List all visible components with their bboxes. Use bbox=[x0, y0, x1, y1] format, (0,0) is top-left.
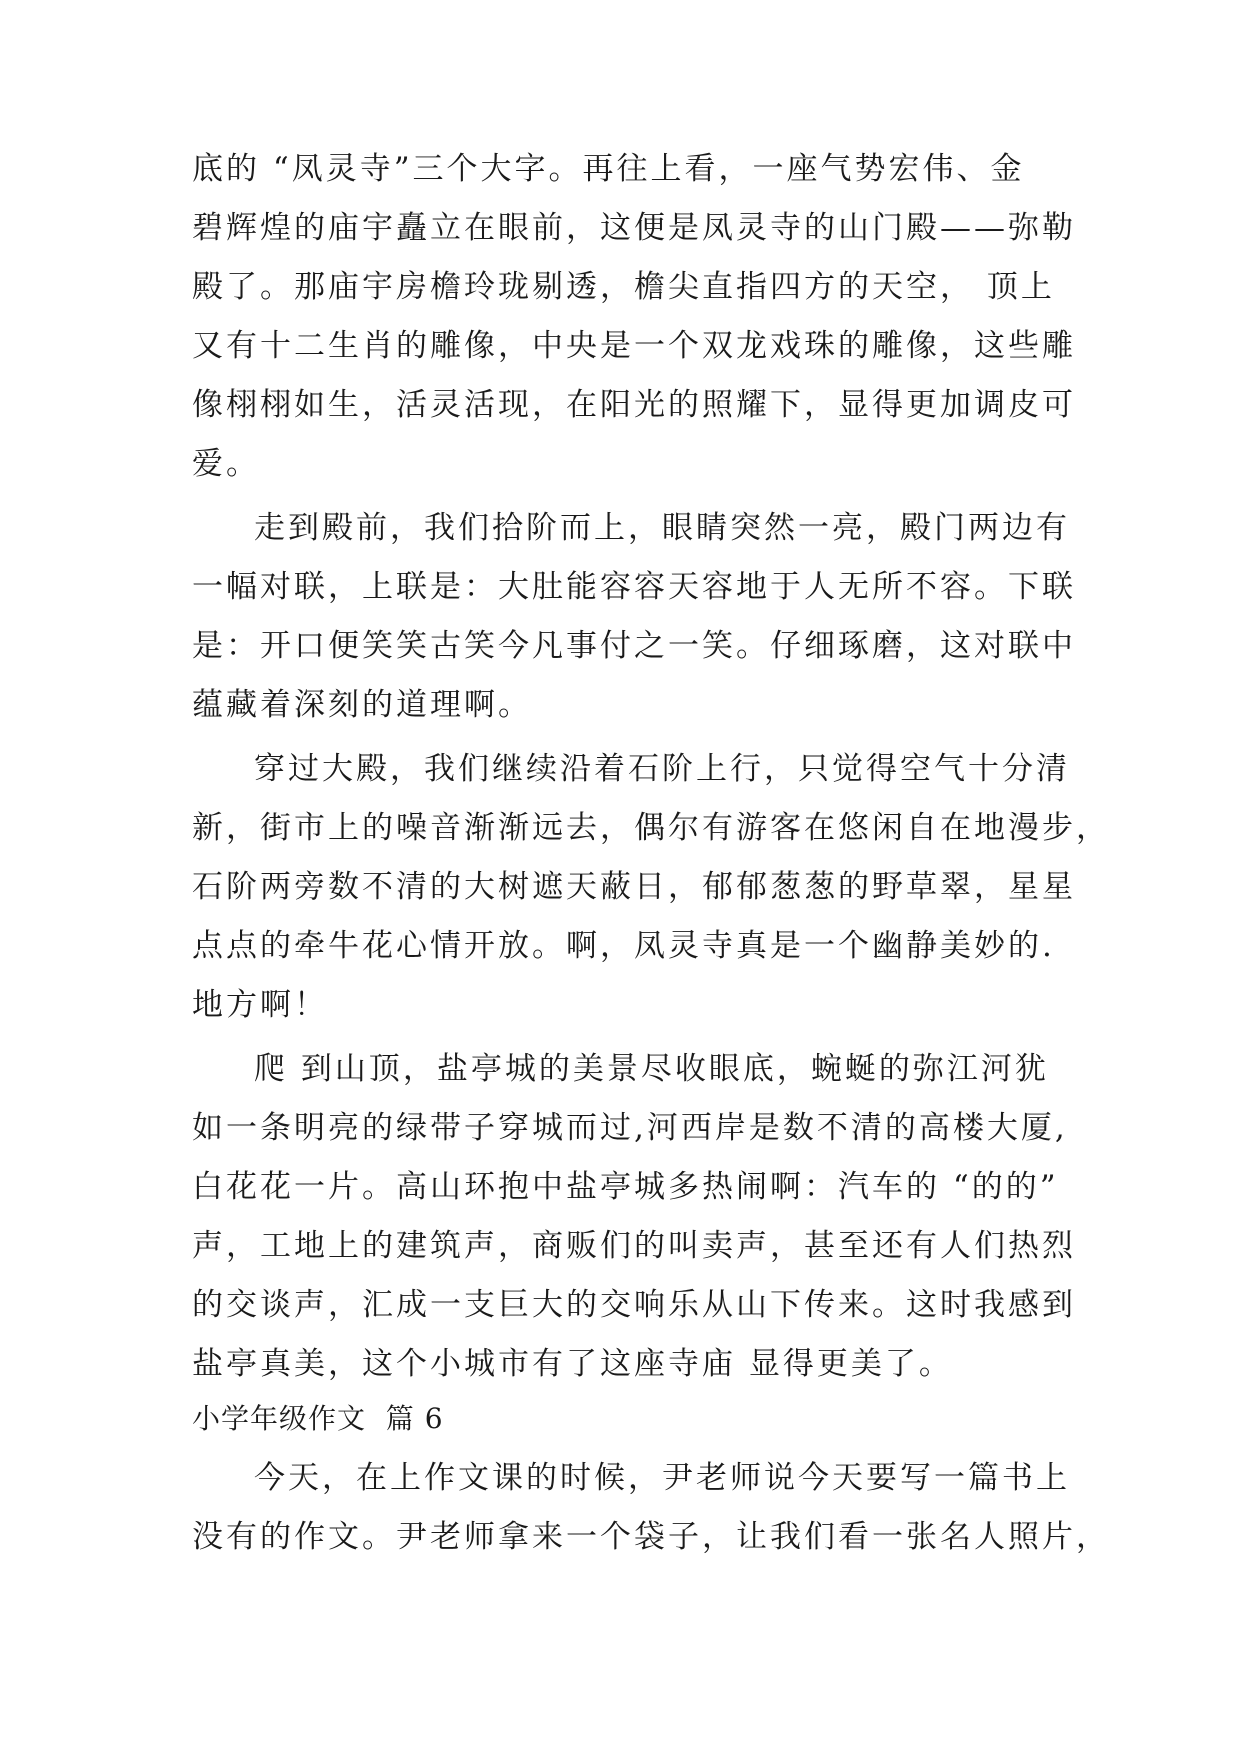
text-line: 底的 “凤灵寺”三个大字。再往上看，一座气势宏伟、金 bbox=[192, 151, 1025, 187]
text-line: 蕴藏着深刻的道理啊。 bbox=[192, 687, 532, 723]
text-line: 地方啊！ bbox=[192, 987, 328, 1023]
text-line: 如一条明亮的绿带子穿城而过,河西岸是数不清的高楼大厦, bbox=[192, 1110, 1068, 1146]
text-line: 新，街市上的噪音渐渐远去，偶尔有游客在悠闲自在地漫步， bbox=[192, 810, 1110, 846]
text-line: 又有十二生肖的雕像，中央是一个双龙戏珠的雕像，这些雕 bbox=[192, 328, 1076, 364]
text-line: 像栩栩如生，活灵活现，在阳光的照耀下，显得更加调皮可 bbox=[192, 387, 1076, 423]
text-line: 声，工地上的建筑声，商贩们的叫卖声，甚至还有人们热烈 bbox=[192, 1228, 1076, 1264]
text-line: 一幅对联，上联是：大肚能容容天容地于人无所不容。下联 bbox=[192, 569, 1076, 605]
paragraph-first-line: 走到殿前，我们拾阶而上，眼睛突然一亮，殿门两边有 bbox=[254, 510, 1070, 546]
text-line: 碧辉煌的庙宇矗立在眼前，这便是凤灵寺的山门殿——弥勒 bbox=[192, 210, 1076, 246]
text-line: 盐亭真美，这个小城市有了这座寺庙 显得更美了。 bbox=[192, 1346, 953, 1382]
paragraph-first-line: 今天，在上作文课的时候，尹老师说今天要写一篇书上 bbox=[254, 1460, 1070, 1496]
paragraph-first-line: 穿过大殿，我们继续沿着石阶上行，只觉得空气十分清 bbox=[254, 751, 1070, 787]
text-line: 殿了。那庙宇房檐玲珑剔透，檐尖直指四方的天空， 顶上 bbox=[192, 269, 1055, 305]
text-line: 爱。 bbox=[192, 446, 260, 482]
text-line: 白花花一片。高山环抱中盐亭城多热闹啊：汽车的 “的的” bbox=[192, 1169, 1059, 1205]
paragraph-first-line: 爬 到山顶，盐亭城的美景尽收眼底，蜿蜒的弥江河犹 bbox=[254, 1051, 1049, 1087]
text-line: 点点的牵牛花心情开放。啊，凤灵寺真是一个幽静美妙的. bbox=[192, 928, 1055, 964]
section-heading: 小学年级作文 篇 6 bbox=[192, 1402, 444, 1435]
text-line: 没有的作文。尹老师拿来一个袋子，让我们看一张名人照片， bbox=[192, 1519, 1110, 1555]
text-line: 的交谈声，汇成一支巨大的交响乐从山下传来。这时我感到 bbox=[192, 1287, 1076, 1323]
text-line: 是：开口便笑笑古笑今凡事付之一笑。仔细琢磨，这对联中 bbox=[192, 628, 1076, 664]
text-line: 石阶两旁数不清的大树遮天蔽日，郁郁葱葱的野草翠，星星 bbox=[192, 869, 1076, 905]
